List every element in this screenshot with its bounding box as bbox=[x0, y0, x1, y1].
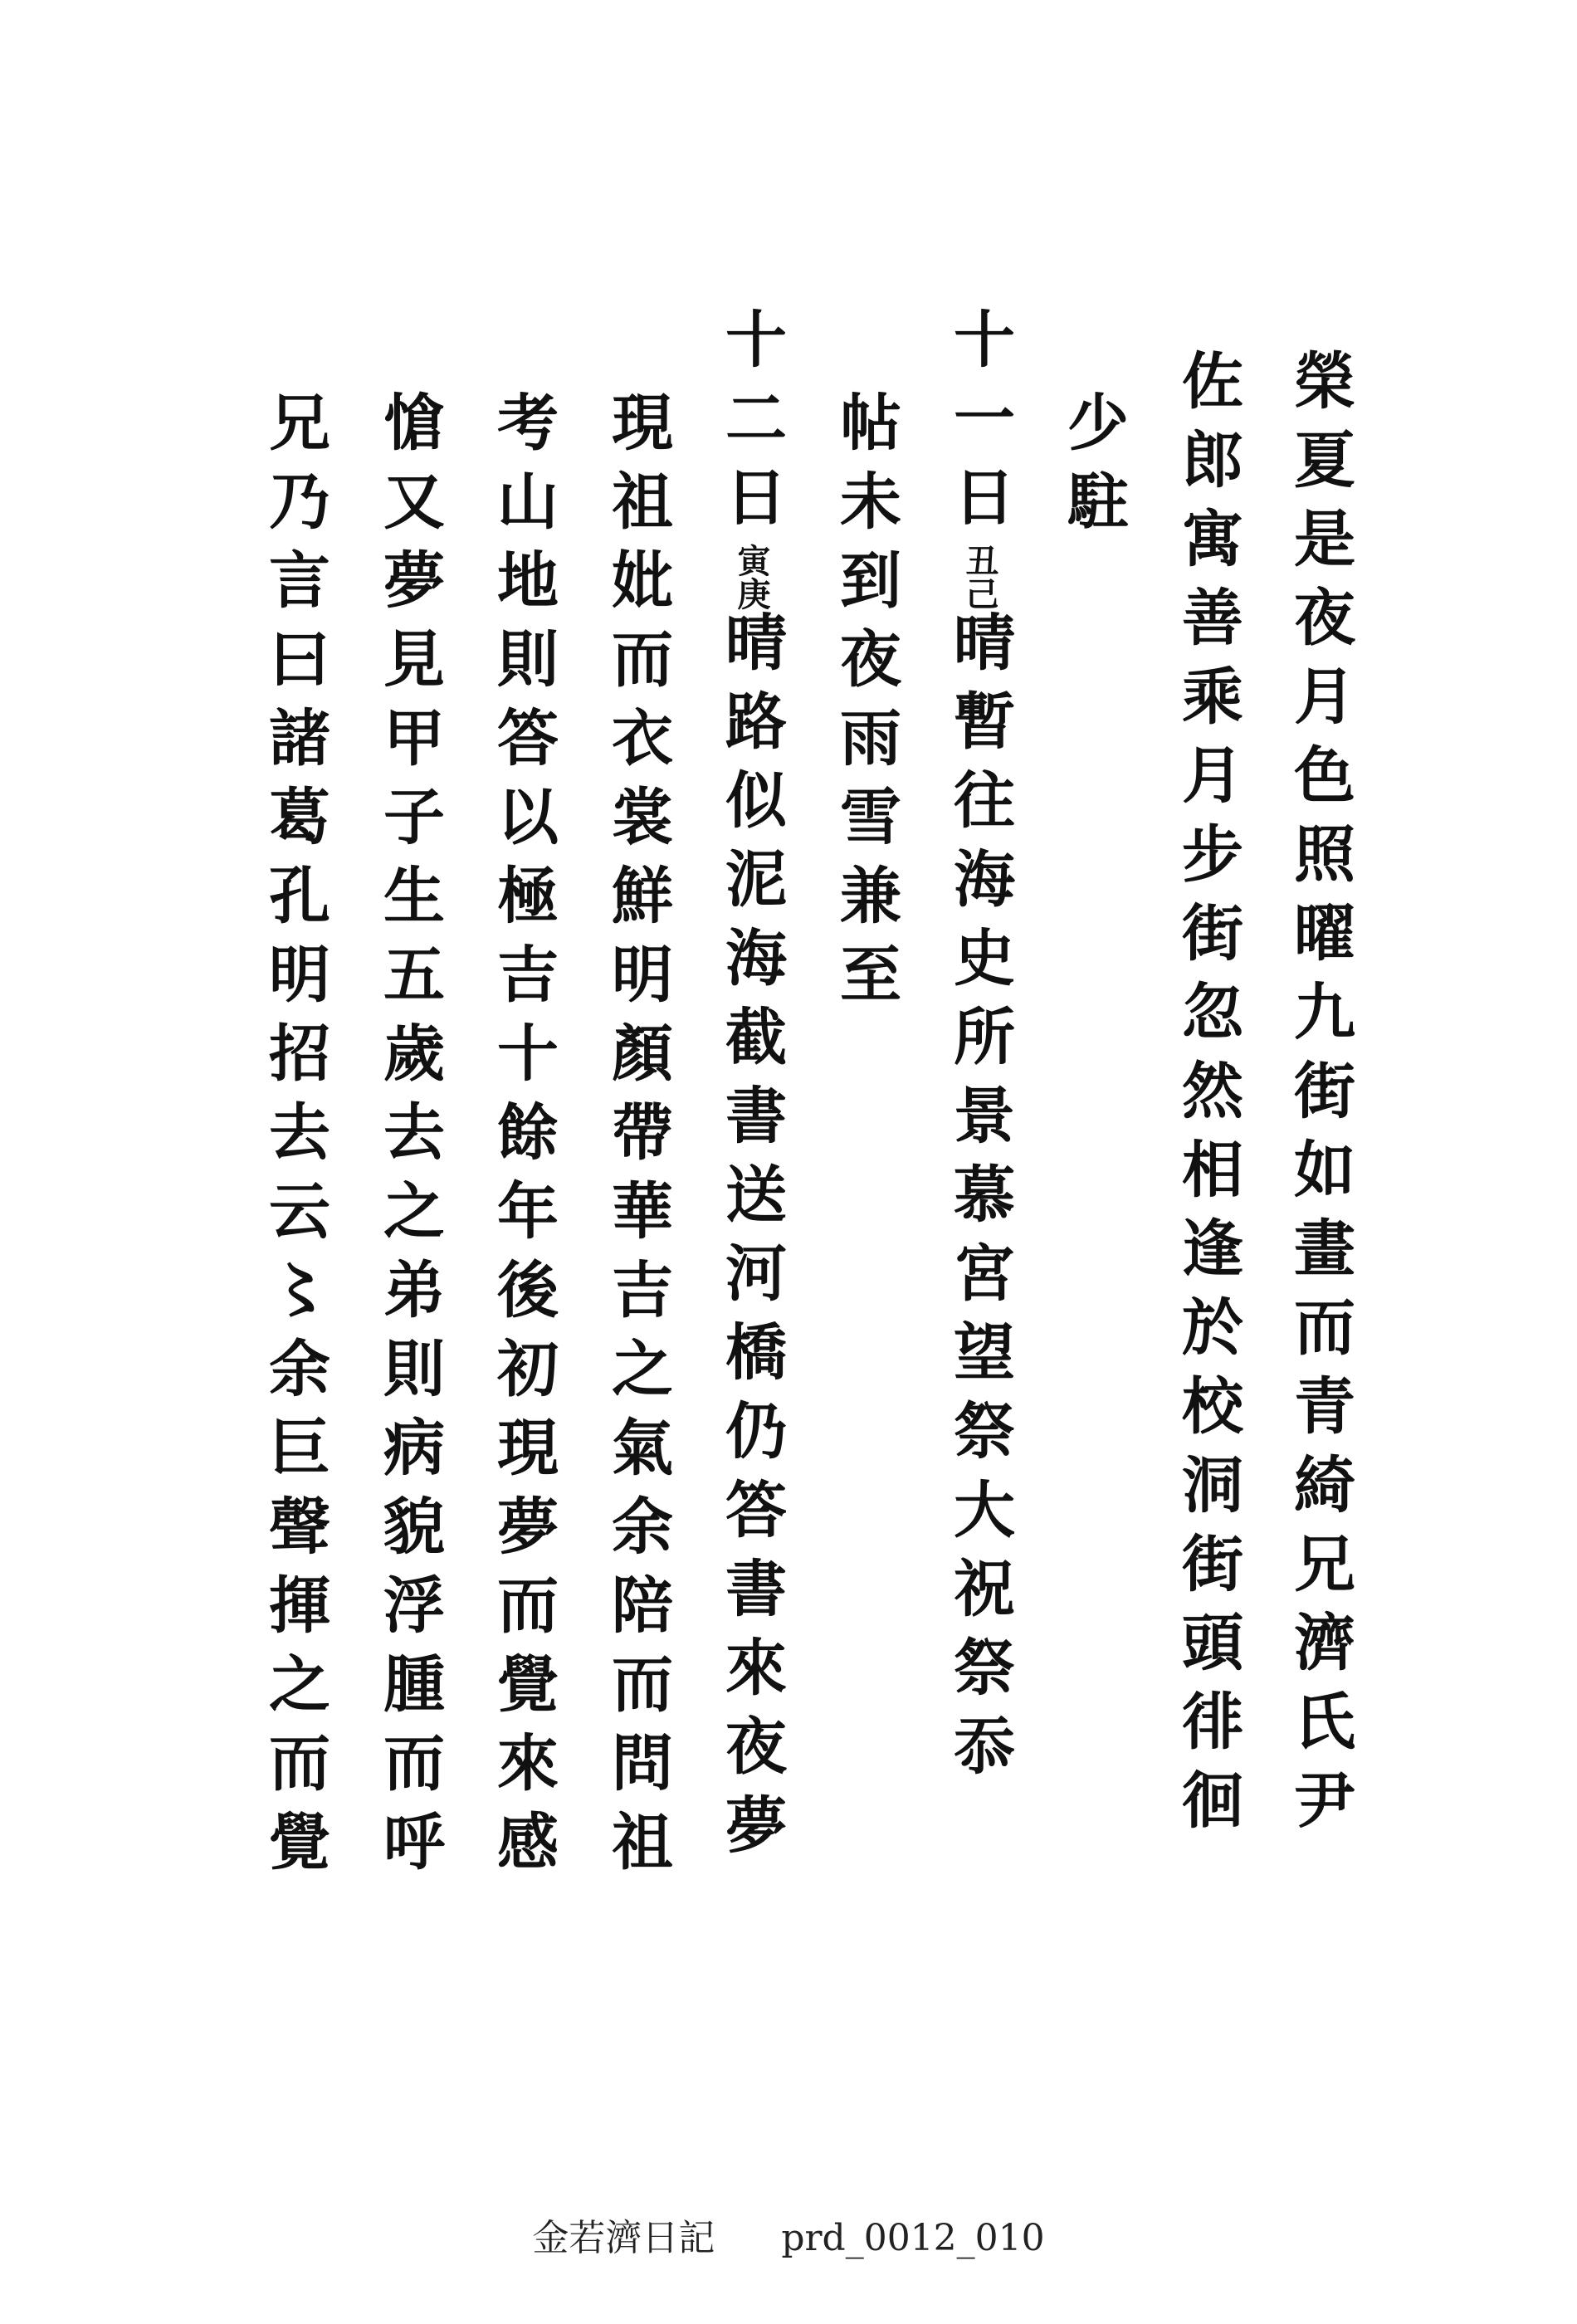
entry-11-continuation: 景慕宮望祭大祝祭忝 bbox=[944, 1083, 1015, 1793]
ganji-note-12: 寅庚 bbox=[732, 544, 771, 610]
ganji-note-11: 丑己 bbox=[960, 544, 999, 610]
text-column-5: 帖未到夜雨雪兼至 bbox=[830, 390, 901, 1021]
text-column-3: 少駐 bbox=[1057, 390, 1129, 548]
text-column-1: 榮夏是夜月色照曜九街如畫而青綺兄濟氏尹 bbox=[1284, 349, 1355, 1847]
date-label-12: 十二日 bbox=[715, 307, 787, 544]
text-column-8: 考山地則答以極吉十餘年後初現夢而覺來感 bbox=[487, 390, 559, 1888]
text-column-4 bbox=[934, 307, 1025, 1793]
entry-11-text: 晴暫往海史所 bbox=[944, 610, 1015, 1083]
page-footer bbox=[0, 2208, 1577, 2261]
footer-title: 金若濟日記 bbox=[532, 2217, 715, 2259]
date-label-11: 十一日 bbox=[944, 307, 1015, 544]
text-column-9: 愴又夢見甲子生五歲去之弟則病貌浮腫而呼 bbox=[374, 390, 445, 1888]
text-column-6 bbox=[706, 307, 797, 1872]
text-column-7: 現祖妣而衣裳鮮明顏帶華吉之氣余陪而問祖 bbox=[602, 390, 673, 1888]
footer-code: prd_0012_010 bbox=[781, 2217, 1045, 2259]
text-column-2: 佐郎寓善乘月步街忽然相逢於校洞街頭徘徊 bbox=[1172, 349, 1243, 1847]
text-column-10: 兄乃言曰諸葛孔明招去云〻余巨聲揮之而覺 bbox=[259, 390, 330, 1888]
entry-12-text: 晴路似泥海截書送河橋仍答書來夜夢 bbox=[715, 610, 787, 1872]
